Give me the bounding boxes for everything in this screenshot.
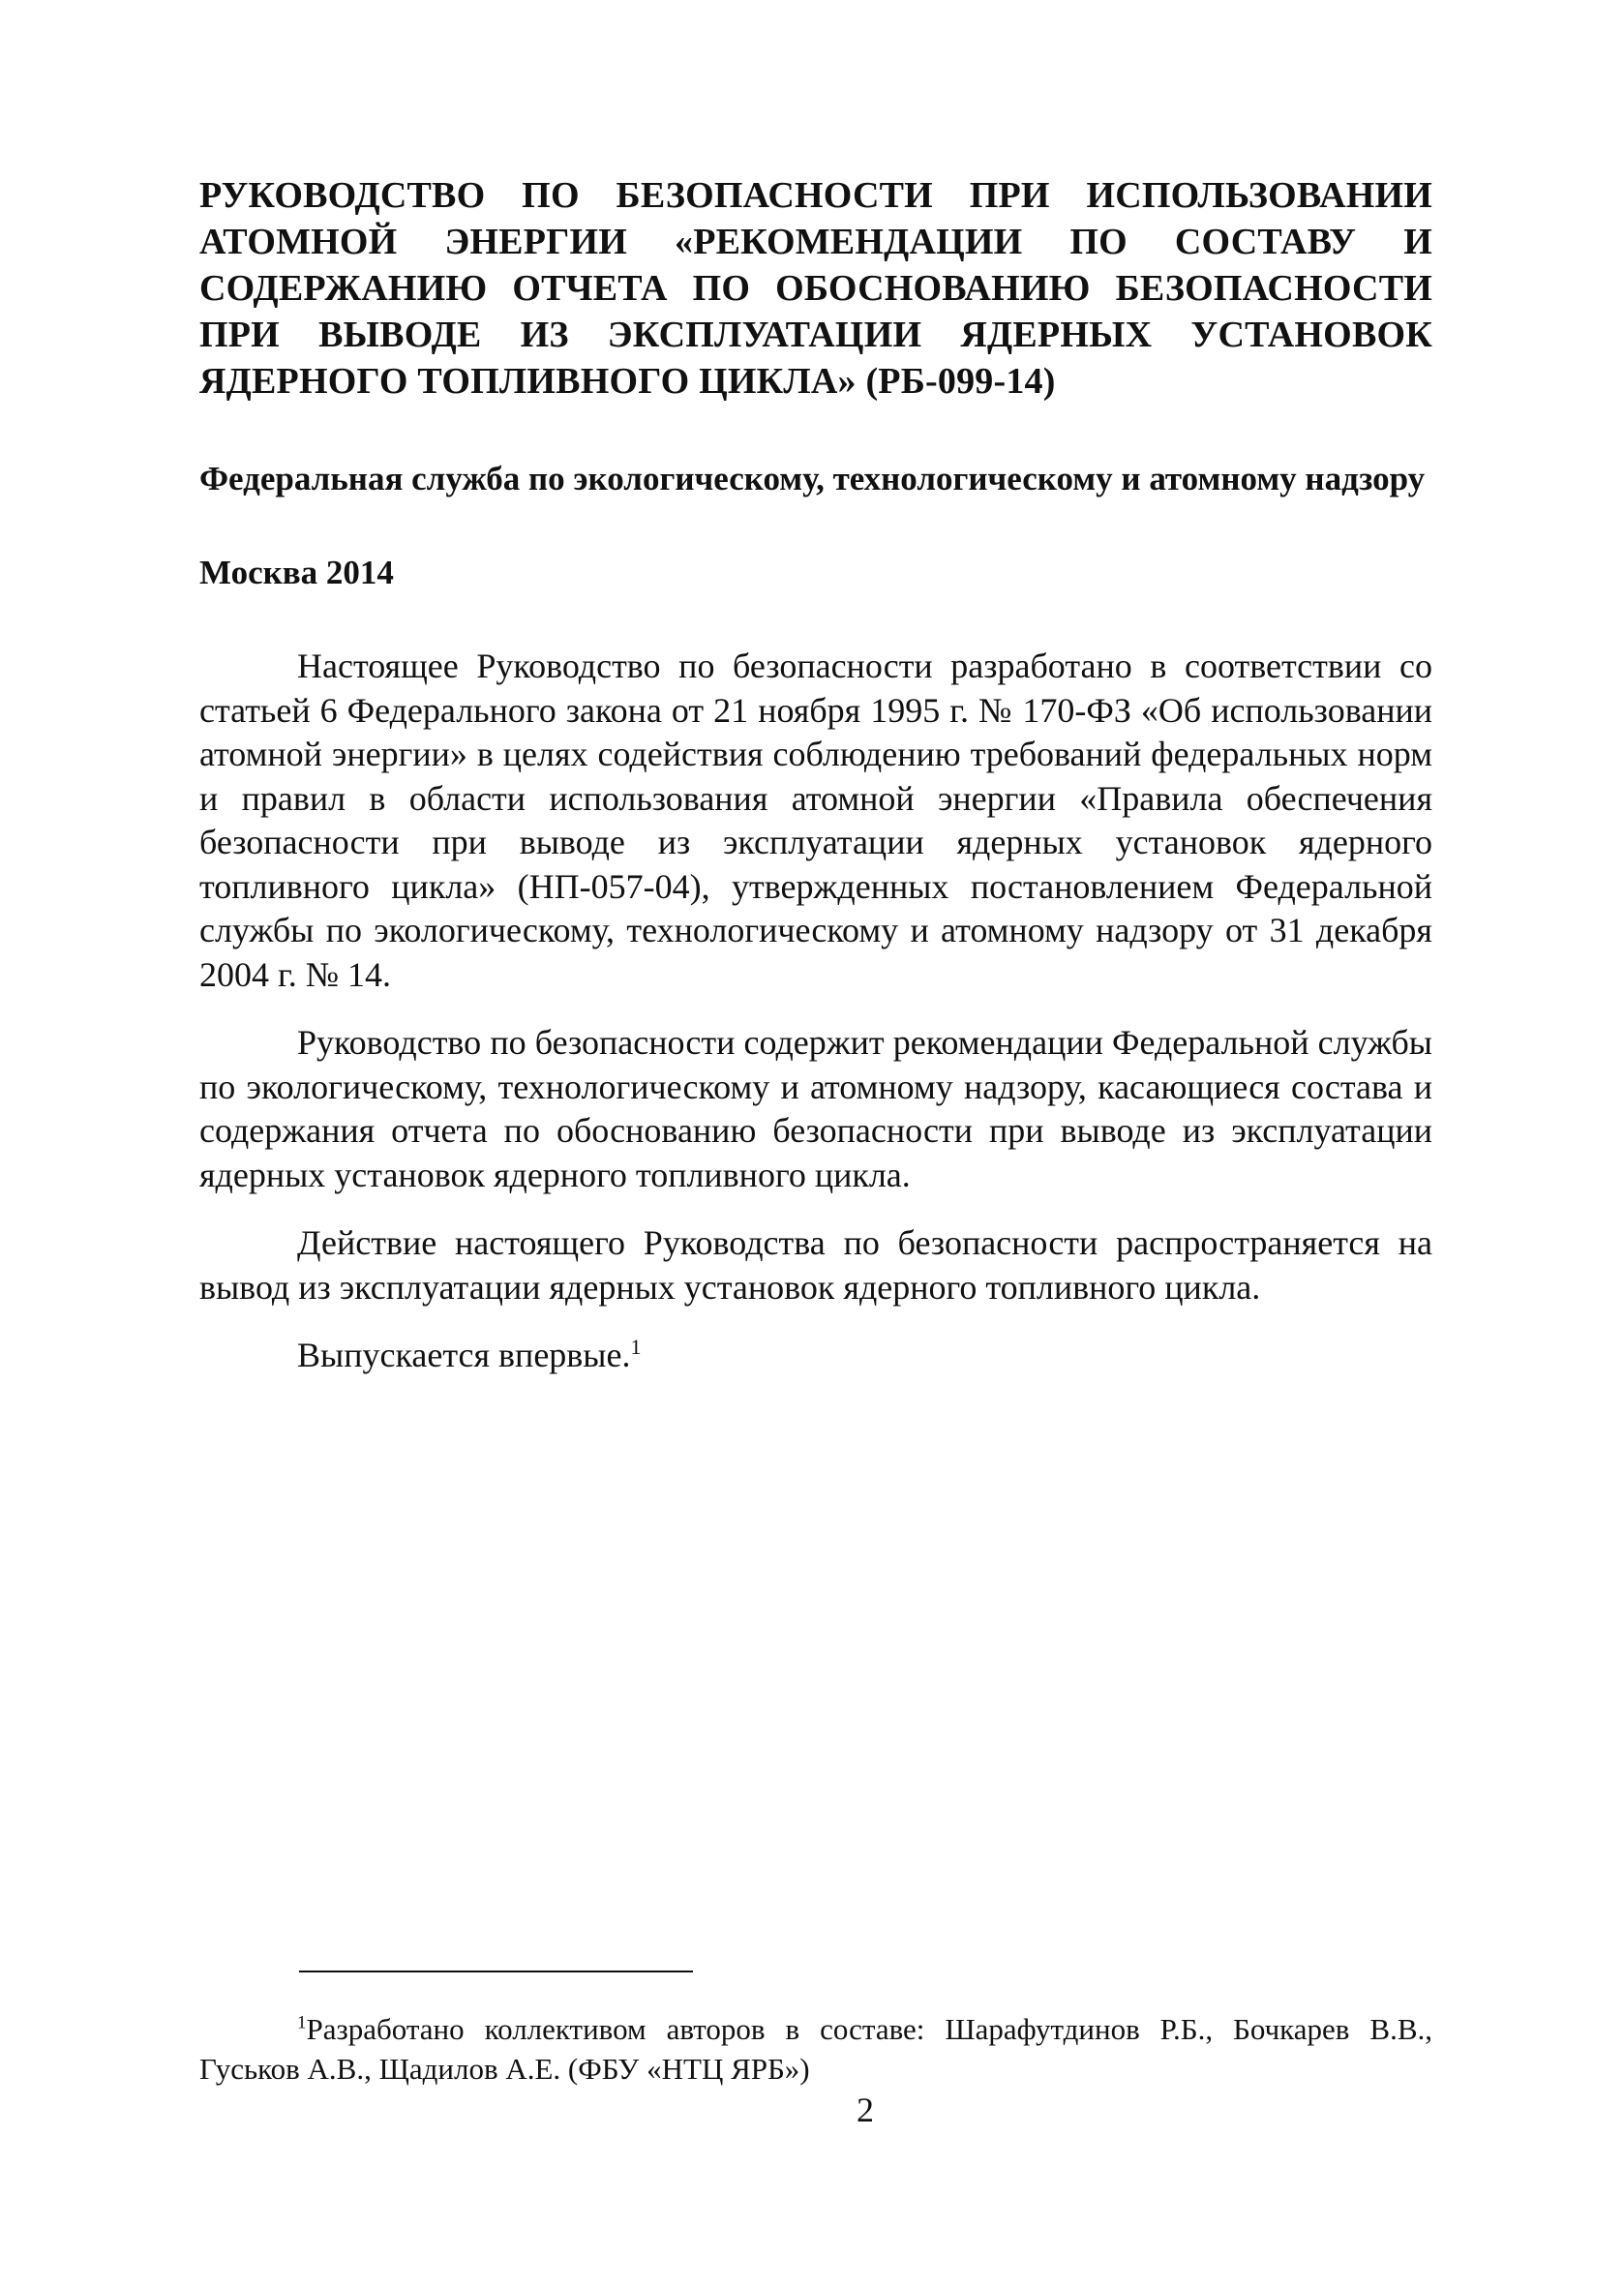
- footnote-separator: [299, 1971, 693, 1972]
- footnote: [199, 2009, 1432, 2089]
- footnote-reference: 1: [630, 1335, 642, 1359]
- paragraph-content: Руководство по безопасности содержит рекомендации Федеральной службы по экологическому, технологическому и атомному надзору, касающиеся состава и содержания отчета по обоснованию безопасности при выводе из эксплуатации ядерных установок ядерного топливного цикла.: [199, 1023, 1432, 1194]
- document-title: РУКОВОДСТВО ПО БЕЗОПАСНОСТИ ПРИ ИСПОЛЬЗОВАНИИ АТОМНОЙ ЭНЕРГИИ «РЕКОМЕНДАЦИИ ПО СОСТАВУ И СОДЕРЖАНИЮ ОТЧЕТА ПО ОБОСНОВАНИЮ БЕЗОПАСНОСТИ ПРИ ВЫВОДЕ ИЗ ЭКСПЛУАТАЦИИ ЯДЕРНЫХ УСТАНОВОК ЯДЕРНОГО ТОПЛИВНОГО ЦИКЛА» (РБ-099-14): [199, 175, 1432, 402]
- first-issue-text: Выпускается впервые.: [297, 1336, 631, 1374]
- footnote-text: Разработано коллективом авторов в составе: Шарафутдинов Р.Б., Бочкарев В.В., Гуськов А.В., Щадилов А.Е. (ФБУ «НТЦ ЯРБ»): [199, 2012, 1432, 2086]
- page-number: 2: [857, 2091, 874, 2129]
- body-text: [199, 645, 1432, 1378]
- paragraph-first-issue: [199, 1334, 1432, 1378]
- footnote-number: 1: [297, 2012, 307, 2033]
- city-year: Москва 2014: [199, 554, 394, 591]
- paragraph-scope: Действие настоящего Руководства по безопасности распространяется на вывод из эксплуатации ядерных установок ядерного топливного цикла.: [199, 1223, 1432, 1307]
- issuing-organization: Федеральная служба по экологическому, технологическому и атомному надзору: [199, 460, 1426, 497]
- paragraph-purpose: Настоящее Руководство по безопасности разработано в соответствии со статьей 6 Федерального закона от 21 ноября 1995 г. № 170-ФЗ «Об использовании атомной энергии» в целях содействия соблюдению требований федеральных норм и правил в области использования атомной энергии «Правила обеспечения безопасности при выводе из эксплуатации ядерных установок ядерного топливного цикла» (НП-057-04), утвержденных постановлением Федеральной службы по экологическому, технологическому и атомному надзору от 31 декабря 2004 г. № 14.: [199, 647, 1432, 994]
- document-page: [199, 172, 1432, 1378]
